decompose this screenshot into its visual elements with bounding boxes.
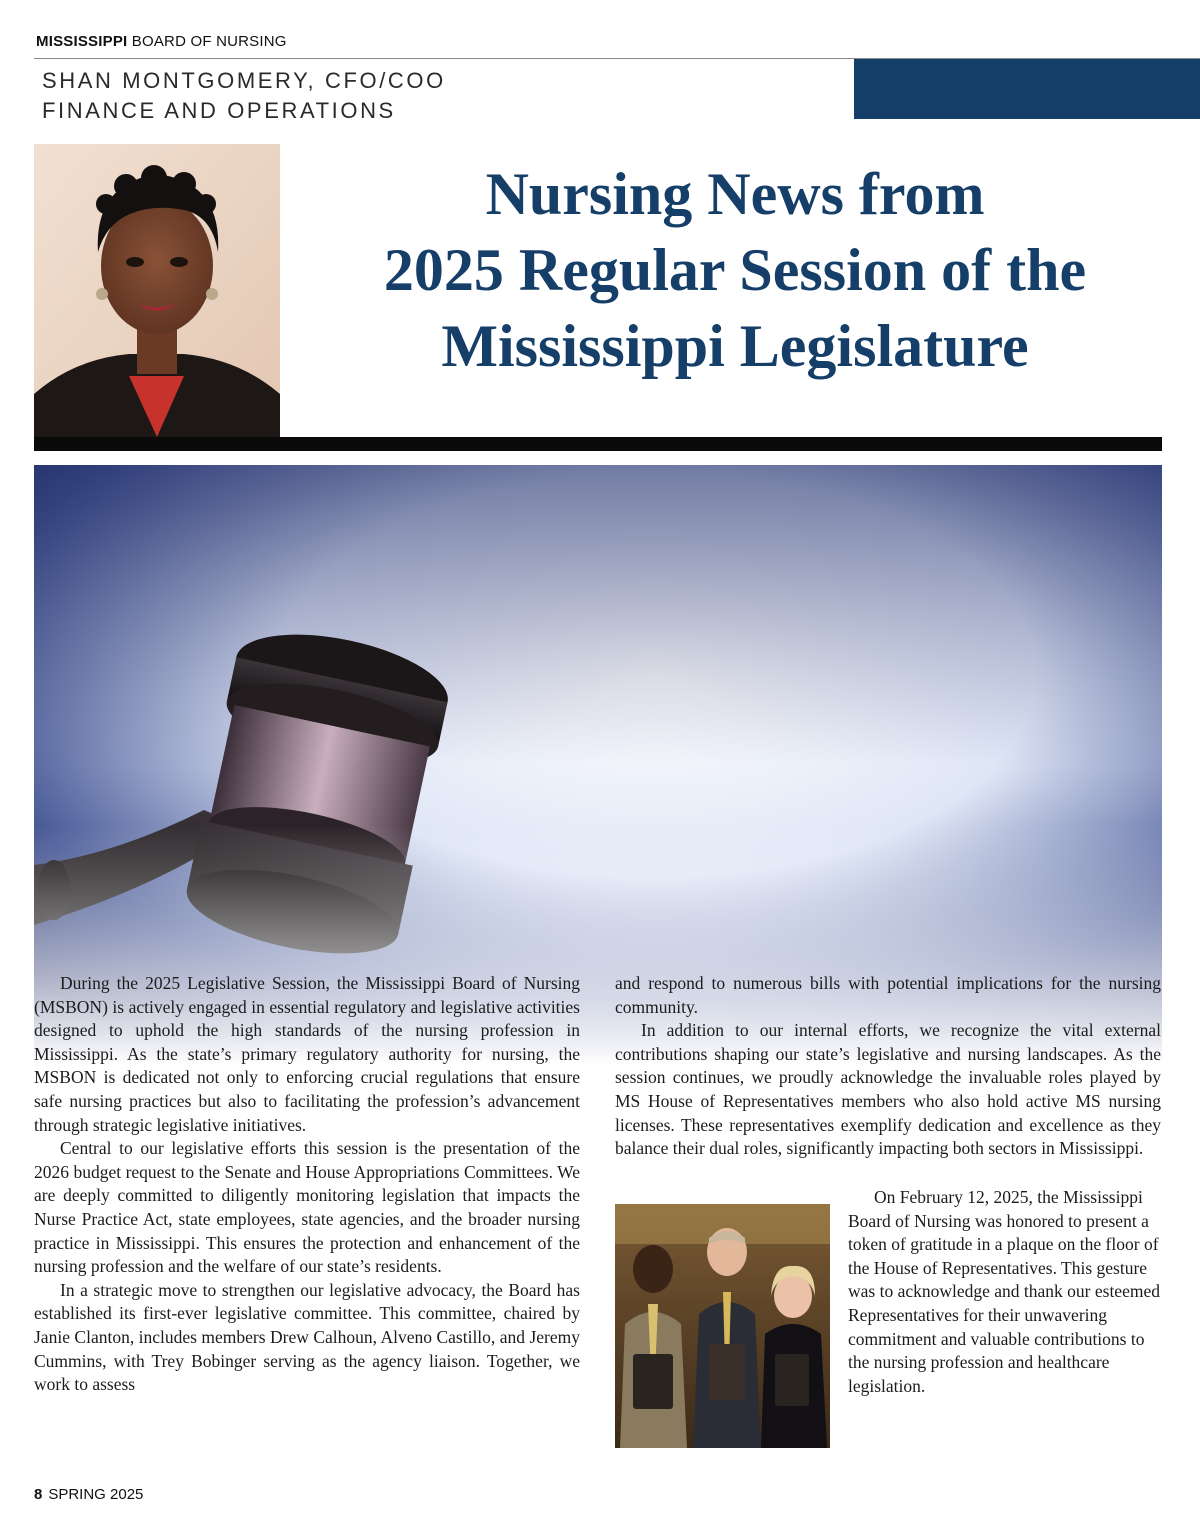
paragraph-4: and respond to numerous bills with potential implications for the nursing community. (615, 973, 1161, 1017)
paragraph-1: During the 2025 Legislative Session, the Mississippi Board of Nursing (MSBON) is actively engaged in essential regulatory and legislative activities designed to uphold the high standards of the nursing profession in Mississippi. As the state’s primary regulatory authority for nursing, the MSBON is dedicated not only to enforcing crucial regulations that ensure safe nursing practices but also to facilitating the profession’s advancement through strategic legislative initiatives. (34, 973, 580, 1135)
header-org-bold: MISSISSIPPI (36, 33, 128, 50)
article-title (300, 156, 1170, 384)
author-department: FINANCE AND OPERATIONS (42, 98, 396, 123)
article-column-left (34, 972, 580, 1397)
issue-label: SPRING 2025 (48, 1486, 144, 1503)
article-column-right (615, 972, 1161, 1161)
paragraph-6: On February 12, 2025, the Mississippi Board of Nursing was honored to present a token of gratitude in a plaque on the floor of the House of Representatives. This gesture was to acknowledge and thank our esteemed Representatives for their unwavering commitment and valuable contributions to the nursing profession and healthcare legislation. (848, 1187, 1160, 1396)
author-byline (42, 66, 446, 126)
publication-header (36, 33, 287, 50)
paragraph-2: Central to our legislative efforts this session is the presentation of the 2026 budget request to the Senate and House Appropriations Committees. We are deeply committed to diligently monitoring legislation that impacts the Nurse Practice Act, state employees, state agencies, and the broader nursing practice in Mississippi. This ensures the protection and enhancement of the nursing profession and the welfare of our state’s residents. (34, 1138, 580, 1277)
author-name: SHAN MONTGOMERY, CFO/COO (42, 68, 446, 93)
plaque-presentation-photo (615, 1204, 830, 1448)
article-column-right-wrap (848, 1186, 1162, 1398)
page-number: 8 (34, 1486, 43, 1503)
paragraph-3: In a strategic move to strengthen our legislative advocacy, the Board has established its first-ever legislative committee. This committee, chaired by Janie Clanton, includes members Drew Calhoun, Alveno Castillo, and Jeremy Cummins, with Trey Bobinger serving as the agency liaison. Together, we work to assess (34, 1279, 580, 1395)
title-line-3: Mississippi Legislature (441, 313, 1029, 379)
title-line-1: Nursing News from (485, 161, 985, 227)
title-divider (34, 437, 1162, 451)
header-accent-bar (854, 59, 1200, 119)
header-org-rest: BOARD OF NURSING (127, 33, 287, 50)
title-line-2: 2025 Regular Session of the (383, 237, 1087, 303)
author-portrait (34, 144, 280, 437)
page-footer (34, 1486, 143, 1503)
paragraph-5: In addition to our internal efforts, we recognize the vital external contributions shaping our state’s legislative and nursing landscapes. As the session continues, we proudly acknowledge the invaluable roles played by MS House of Representatives members who also hold active MS nursing licenses. These representatives exemplify dedication and excellence as they balance their dual roles, significantly impacting both sectors in Mississippi. (615, 1020, 1161, 1159)
